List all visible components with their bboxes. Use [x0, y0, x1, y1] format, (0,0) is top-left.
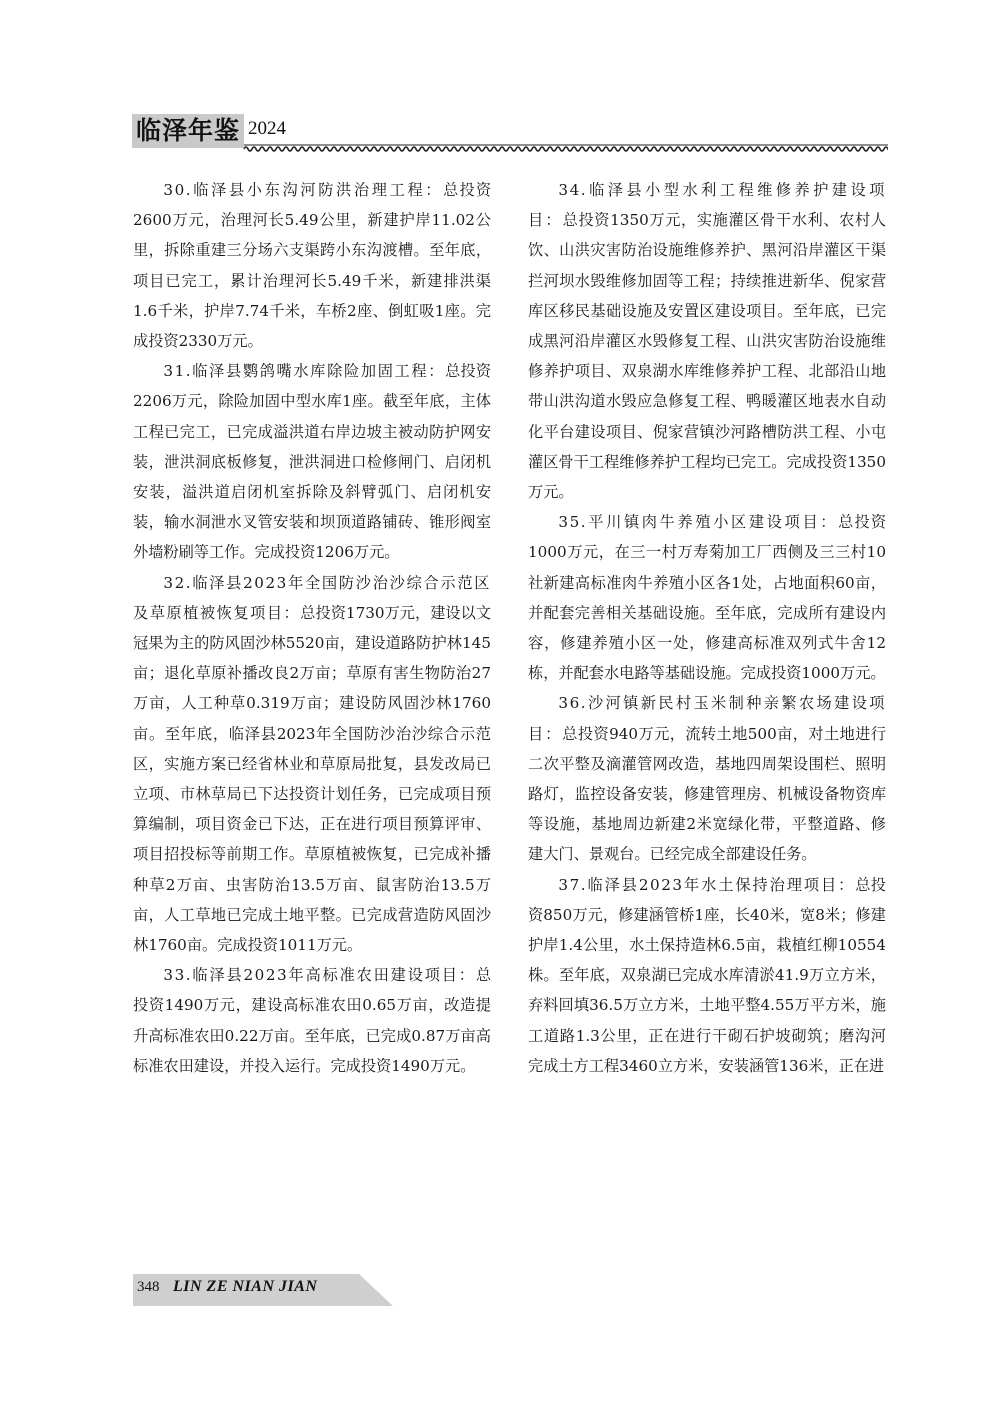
footer-title: LIN ZE NIAN JIAN — [173, 1278, 318, 1295]
project-body: 总投资850万元，修建涵管桥1座，长40米，宽8米；修建护岸1.4公里，水土保持造林6.5亩，栽植红柳10554株。至年底，双泉湖已完成水库清淤41.9万立方米，弃料回填36.5万立方米，土地平整4.55万平方米，施工道路1.3公里，正在进行干砌石护坡砌筑；磨沟河完成土方工程3460立方米，安装涵管136米，正在进 — [528, 875, 886, 1075]
yearbook-year: 2024 — [248, 118, 286, 139]
project-title: 32.临泽县2023年全国防沙治沙综合示范区及草原植被恢复项目： — [133, 573, 491, 622]
page-number: 348 — [137, 1279, 160, 1295]
project-32 — [133, 568, 491, 961]
project-34 — [528, 175, 886, 507]
project-body: 总投资2600万元，治理河长5.49公里，新建护岸11.02公里，拆除重建三分场六支渠跨小东沟渡槽。至年底，项目已完工，累计治理河长5.49千米，新建排洪渠1.6千米，护岸7.74千米，车桥2座、倒虹吸1座。完成投资2330万元。 — [133, 181, 492, 351]
project-title: 37.临泽县2023年水土保持治理项目： — [558, 875, 856, 894]
project-31 — [133, 356, 491, 567]
project-title: 34.临泽县小型水利工程维修养护建设项目： — [528, 181, 886, 230]
project-title: 36.沙河镇新民村玉米制种亲繁农场建设项目： — [528, 694, 886, 743]
project-body: 总投资1350万元，实施灌区骨干水利、农村人饮、山洪灾害防治设施维修养护、黑河沿岸灌区干渠拦河坝水毁维修加固等工程；持续推进新华、倪家营库区移民基础设施及安置区建设项目。至年底，已完成黑河沿岸灌区水毁修复工程、山洪灾害防治设施维修养护项目、双泉湖水库维修养护工程、北部沿山地带山洪沟道水毁应急修复工程、鸭暖灌区地表水自动化平台建设项目、倪家营镇沙河路槽防洪工程、小屯灌区骨干工程维修养护工程均已完工。完成投资1350万元。 — [528, 211, 886, 502]
project-body: 总投资1000万元，在三一村万寿菊加工厂西侧及三三村10社新建高标准肉牛养殖小区各1处，占地面积60亩，并配套完善相关基础设施。至年底，完成所有建设内容，修建养殖小区一处，修建高标准双列式牛舍12栋，并配套水电路等基础设施。完成投资1000万元。 — [528, 513, 887, 683]
project-body: 总投资1490万元，建设高标准农田0.65万亩，改造提升高标准农田0.22万亩。至年底，已完成0.87万亩高标准农田建设，并投入运行。完成投资1490万元。 — [133, 966, 491, 1075]
right-column — [528, 175, 886, 1081]
header-wavy-rule — [132, 144, 888, 154]
project-body: 总投资940万元，流转土地500亩，对土地进行二次平整及滴灌管网改造，基地四周架设围栏、照明路灯，监控设备安装，修建管理房、机械设备物资库等设施，基地周边新建2米宽绿化带，平整道路、修建大门、景观台。已经完成全部建设任务。 — [528, 724, 886, 864]
project-body: 总投资1730万元，建设以文冠果为主的防风固沙林5520亩，建设道路防护林145亩；退化草原补播改良2万亩；草原有害生物防治27万亩，人工种草0.319万亩；建设防风固沙林1760亩。至年底，临泽县2023年全国防沙治沙综合示范区，实施方案已经省林业和草原局批复，县发改局已立项、市林草局已下达投资计划任务，已完成项目预算编制，项目资金已下达，正在进行项目预算评审、项目招投标等前期工作。草原植被恢复，已完成补播种草2万亩、虫害防治13.5万亩、鼠害防治13.5万亩，人工草地已完成土地平整。已完成营造防风固沙林1760亩。完成投资1011万元。 — [133, 603, 492, 955]
left-column — [133, 175, 491, 1081]
project-title: 33.临泽县2023年高标准农田建设项目： — [163, 966, 476, 985]
project-title: 31.临泽县鹦鸽嘴水库除险加固工程： — [163, 362, 446, 381]
project-33 — [133, 960, 491, 1081]
project-title: 30.临泽县小东沟河防洪治理工程： — [163, 181, 444, 199]
running-header — [132, 114, 888, 154]
project-title: 35.平川镇肉牛养殖小区建设项目： — [558, 513, 839, 532]
project-30 — [133, 175, 491, 356]
project-35 — [528, 507, 886, 688]
project-36 — [528, 688, 886, 869]
yearbook-title: 临泽年鉴 — [132, 114, 244, 148]
project-body: 总投资2206万元，除险加固中型水库1座。截至年底，主体工程已完工，已完成溢洪道右岸边坡主被动防护网安装，泄洪洞底板修复，泄洪洞进口检修闸门、启闭机安装，溢洪道启闭机室拆除及斜臂弧门、启闭机安装，输水洞泄水叉管安装和坝顶道路铺砖、锥形阀室外墙粉刷等工作。完成投资1206万元。 — [133, 362, 492, 562]
project-37 — [528, 870, 886, 1081]
running-footer — [133, 1274, 393, 1306]
